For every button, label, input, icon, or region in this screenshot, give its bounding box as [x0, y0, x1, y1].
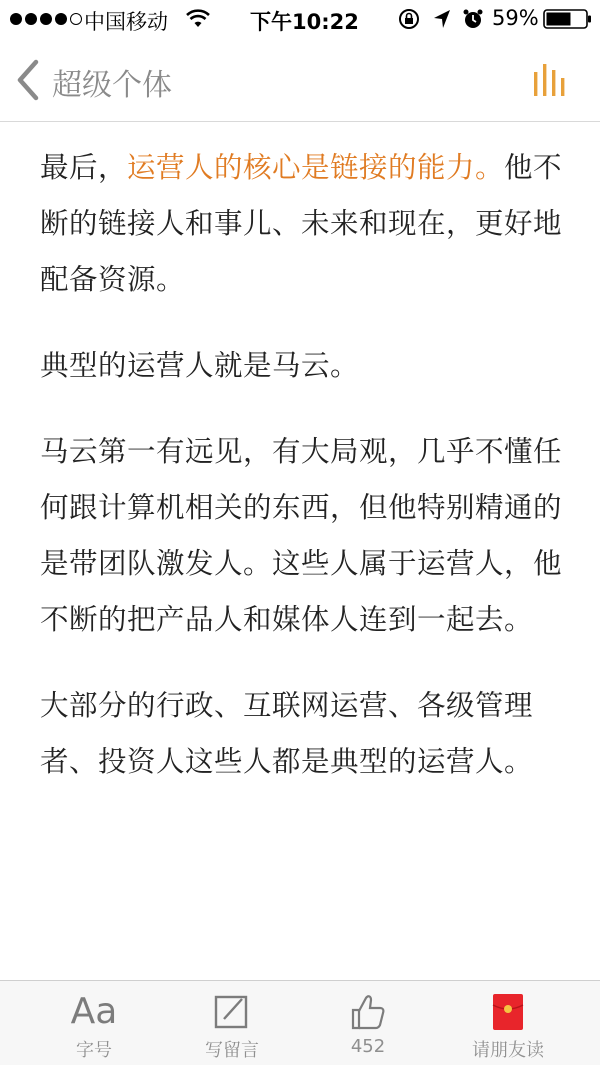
like-button[interactable] [330, 981, 406, 1065]
share-friend-label: 请朋友读 [472, 1040, 544, 1061]
paragraph-2: 典型的运营人就是马云。 [40, 349, 360, 382]
write-comment-label: 写留言 [205, 1040, 259, 1061]
status-bar [0, 0, 600, 40]
navigation-bar [0, 40, 600, 122]
signal-strength-icon [10, 13, 82, 25]
alarm-icon [462, 8, 484, 30]
clock-time: 下午10:22 [250, 10, 359, 34]
article-body [40, 140, 565, 820]
paragraph-4: 大部分的行政、互联网运营、各级管理者、投资人这些人都是典型的运营人。 [40, 689, 534, 778]
chevron-left-icon[interactable] [14, 58, 40, 102]
battery-icon [543, 9, 593, 29]
thumbs-up-icon [350, 993, 386, 1031]
paragraph-1-lead: 最后， [40, 151, 128, 184]
like-count: 452 [350, 1036, 386, 1057]
rotation-lock-icon [398, 8, 420, 30]
font-size-icon: Aa [70, 991, 118, 1032]
bottom-toolbar [0, 980, 600, 1065]
battery-percent: 59% [492, 6, 539, 30]
location-arrow-icon [432, 8, 452, 30]
share-friend-button[interactable] [462, 981, 554, 1065]
red-packet-icon [492, 993, 524, 1031]
bar-chart-icon[interactable] [532, 62, 568, 98]
paragraph-3: 马云第一有远见，有大局观，几乎不懂任何跟计算机相关的东西，但他特别精通的是带团队激发人。这些人属于运营人，他不断的把产品人和媒体人连到一起去。 [40, 435, 563, 636]
font-size-label: 字号 [76, 1040, 112, 1061]
highlighted-punct: 。 [475, 151, 505, 184]
font-size-button[interactable] [54, 981, 134, 1065]
compose-icon [214, 993, 250, 1029]
write-comment-button[interactable] [190, 981, 274, 1065]
highlighted-phrase: 运营人的核心是链接的能力 [127, 151, 476, 184]
paragraph-1-rest: 他不断的链接人和事儿、未来和现在，更好地配备资源。 [40, 151, 563, 296]
carrier-name: 中国移动 [84, 10, 168, 34]
back-button-label[interactable]: 超级个体 [52, 68, 172, 103]
paragraph-1 [40, 140, 565, 308]
wifi-icon [186, 9, 210, 29]
